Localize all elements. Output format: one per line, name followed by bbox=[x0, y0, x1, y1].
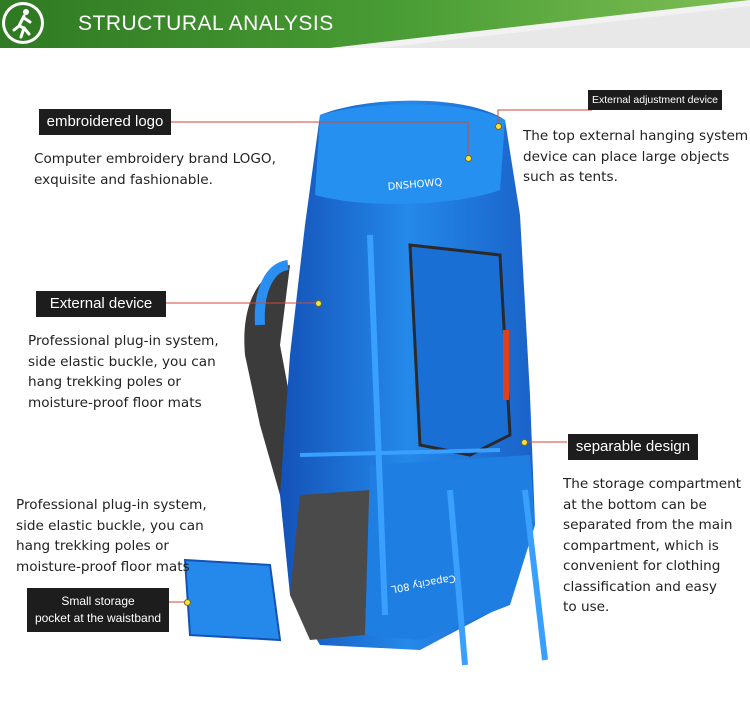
pocket-marker bbox=[184, 599, 191, 606]
embroidered-logo-label: embroidered logo bbox=[39, 109, 171, 135]
capacity-text: Capacity 80L bbox=[390, 572, 457, 595]
separable-design-label: separable design bbox=[568, 434, 698, 460]
separable-design-description: The storage compartment at the bottom can be separated from the main compartment, which is convenient for clothing classification and easy to use. bbox=[563, 476, 742, 615]
waistband-pocket-label: Small storage pocket at the waistband bbox=[27, 588, 169, 632]
external-adjustment-description: The top external hanging system device can place large objects such as tents. bbox=[523, 128, 749, 185]
lower-plugin-description: Professional plug-in system, side elastic buckle, you can hang trekking poles or moisture-proof floor mats bbox=[16, 497, 207, 575]
external-marker bbox=[315, 300, 322, 307]
external-adjustment-label: External adjustment device bbox=[588, 90, 722, 110]
separable-marker bbox=[521, 439, 528, 446]
external-device-label: External device bbox=[36, 291, 166, 317]
brand-text: DNSHOWQ bbox=[387, 177, 443, 193]
embroidered-logo-description: Computer embroidery brand LOGO, exquisite and fashionable. bbox=[34, 151, 276, 188]
logo-marker bbox=[465, 155, 472, 162]
external-device-description: Professional plug-in system, side elastic buckle, you can hang trekking poles or moisture-proof floor mats bbox=[28, 333, 219, 411]
adjust-marker bbox=[495, 123, 502, 130]
banner-title: STRUCTURAL ANALYSIS bbox=[78, 12, 334, 35]
